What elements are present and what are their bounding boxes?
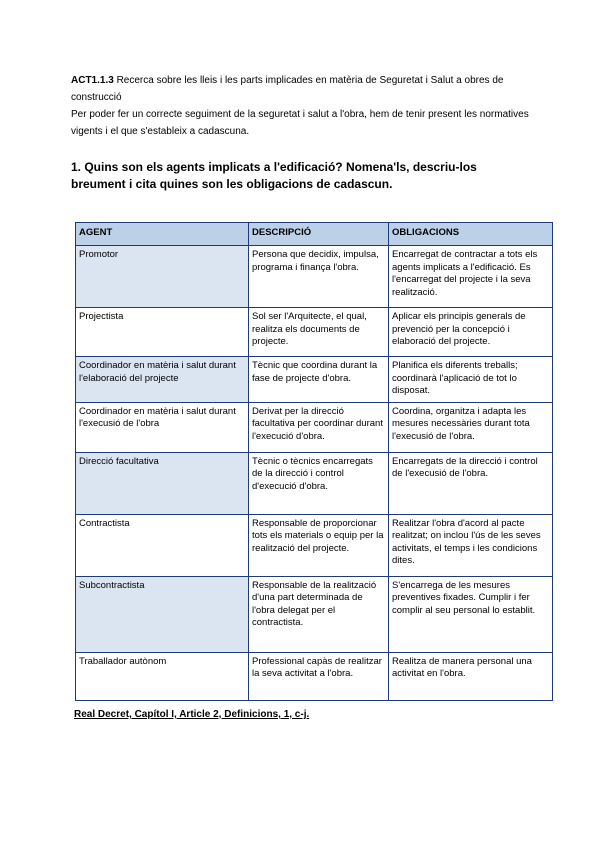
table-row	[76, 357, 553, 403]
obligacions-cell: Realitza de manera personal una activitat en l'obra.	[389, 652, 553, 700]
table-row	[76, 576, 553, 652]
agents-table	[75, 222, 553, 701]
agent-cell: Contractista	[76, 514, 249, 576]
table-header-row	[76, 223, 553, 246]
agent-cell: Promotor	[76, 246, 249, 308]
table-row	[76, 514, 553, 576]
intro-block	[71, 72, 541, 140]
obligacions-cell: Aplicar els principis generals de prevenció per la concepció i elaboració del projecte.	[389, 308, 553, 357]
header-obligacions: OBLIGACIONS	[389, 223, 553, 246]
obligacions-cell: Coordina, organitza i adapta les mesures necessàries durant tota l'execusió de l'obra.	[389, 402, 553, 452]
descripcio-cell: Sol ser l'Arquitecte, el qual, realitza els documents de projecte.	[249, 308, 389, 357]
table-row	[76, 246, 553, 308]
table-row	[76, 308, 553, 357]
activity-heading	[71, 72, 541, 106]
agent-cell: Traballador autònom	[76, 652, 249, 700]
obligacions-cell: Planifica els diferents treballs; coordinarà l'aplicació de tot lo disposat.	[389, 357, 553, 403]
agent-cell: Coordinador en matèria i salut durant l'execusió de l'obra	[76, 402, 249, 452]
obligacions-cell: Encarregats de la direcció i control de l'execusió de l'obra.	[389, 452, 553, 514]
activity-code: ACT1.1.3	[71, 75, 114, 86]
agent-cell: Subcontractista	[76, 576, 249, 652]
agent-cell: Direcció facultativa	[76, 452, 249, 514]
descripcio-cell: Tècnic que coordina durant la fase de projecte d'obra.	[249, 357, 389, 403]
descripcio-cell: Responsable de proporcionar tots els materials o equip per la realització del projecte.	[249, 514, 389, 576]
header-descripcio: DESCRIPCIÓ	[249, 223, 389, 246]
table-row	[76, 452, 553, 514]
obligacions-cell: Encarregat de contractar a tots els agents implicats a l'edificació. Es l'encarregat del projecte i la seva realització.	[389, 246, 553, 308]
descripcio-cell: Persona que decidix, impulsa, programa i finança l'obra.	[249, 246, 389, 308]
descripcio-cell: Derivat per la direcció facultativa per coordinar durant l'execució d'obra.	[249, 402, 389, 452]
agent-cell: Projectista	[76, 308, 249, 357]
intro-paragraph: Per poder fer un correcte seguiment de la seguretat i salut a l'obra, hem de tenir present les normatives vigents i el que s'estableix a cadascuna.	[71, 109, 529, 137]
header-agent: AGENT	[76, 223, 249, 246]
obligacions-cell: S'encarrega de les mesures preventives fixades. Cumplir i fer complir al seu personal lo establit.	[389, 576, 553, 652]
obligacions-cell: Realitzar l'obra d'acord al pacte realitzat; on inclou l'ús de les seves activitats, el temps i les condicions dites.	[389, 514, 553, 576]
agent-cell: Coordinador en matèria i salut durant l'elaboració del projecte	[76, 357, 249, 403]
legal-reference: Real Decret, Capítol I, Article 2, Definicions, 1, c-j.	[74, 709, 310, 720]
table-row	[76, 652, 553, 700]
descripcio-cell: Professional capàs de realitzar la seva activitat a l'obra.	[249, 652, 389, 700]
activity-title: Recerca sobre les lleis i les parts implicades en matèria de Seguretat i Salut a obres de construcció	[71, 75, 504, 103]
table-row	[76, 402, 553, 452]
question-heading: 1. Quins son els agents implicats a l'edificació? Nomena'ls, descriu-los breument i cita quines son les obligacions de cadascun.	[71, 160, 477, 191]
descripcio-cell: Tècnic o tècnics encarregats de la direcció i control d'execució d'obra.	[249, 452, 389, 514]
descripcio-cell: Responsable de la realització d'una part determinada de l'obra delegat per el contractista.	[249, 576, 389, 652]
